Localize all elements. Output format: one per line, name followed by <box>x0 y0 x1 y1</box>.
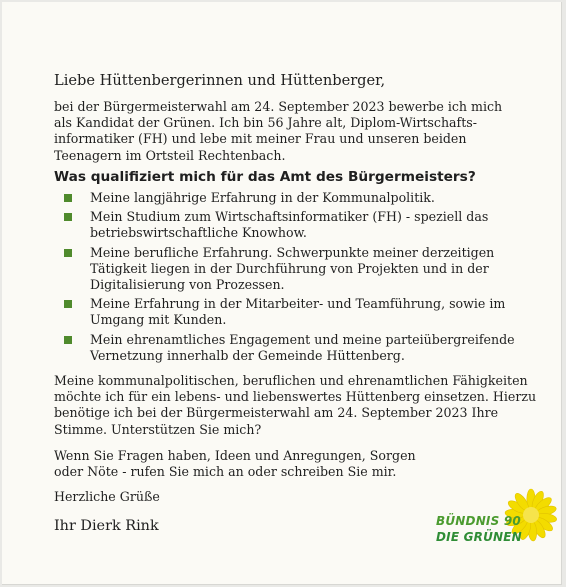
list-item-line: Digitalisierung von Prozessen. <box>90 277 285 293</box>
bullet-square-icon <box>64 300 72 308</box>
list-item <box>64 332 534 364</box>
bullet-square-icon <box>64 194 72 202</box>
closing-line: benötige ich bei der Bürgermeisterwahl am 24. September 2023 Ihre <box>54 405 499 421</box>
closing-paragraph <box>54 373 554 438</box>
letter-greeting: Liebe Hüttenbergerinnen und Hüttenberger, <box>54 72 386 89</box>
contact-paragraph <box>54 448 554 480</box>
closing-line: Stimme. Unterstützen Sie mich? <box>54 421 262 437</box>
intro-line: Teenagern im Ortsteil Rechtenbach. <box>54 147 286 163</box>
list-item <box>64 296 534 328</box>
party-logo <box>436 486 554 556</box>
list-item-line: betriebswirtschaftliche Knowhow. <box>90 225 307 241</box>
list-item-line: Mein ehrenamtliches Engagement und meine parteiübergreifende <box>90 331 515 347</box>
list-item <box>64 190 534 206</box>
qualification-heading: Was qualifiziert mich für das Amt des Bürgermeisters? <box>54 169 476 185</box>
signature-text: Ihr Dierk Rink <box>54 518 159 534</box>
letter-page <box>2 2 562 585</box>
qualification-list <box>64 190 534 367</box>
contact-line: Wenn Sie Fragen haben, Ideen und Anregungen, Sorgen <box>54 448 416 463</box>
intro-line: als Kandidat der Grünen. Ich bin 56 Jahre alt, Diplom-Wirtschafts- <box>54 115 477 131</box>
logo-text-buendnis: BÜNDNIS 90 <box>436 514 521 528</box>
list-item-line: Meine langjährige Erfahrung in der Kommunalpolitik. <box>90 190 435 205</box>
list-item <box>64 245 534 294</box>
list-item-line: Meine berufliche Erfahrung. Schwerpunkte meiner derzeitigen <box>90 244 495 260</box>
list-item-line: Vernetzung innerhalb der Gemeinde Hüttenberg. <box>90 347 405 363</box>
list-item-line: Umgang mit Kunden. <box>90 312 227 328</box>
list-item-line: Meine Erfahrung in der Mitarbeiter- und Teamführung, sowie im <box>90 296 506 312</box>
bullet-square-icon <box>64 336 72 344</box>
list-item-line: Mein Studium zum Wirtschaftsinformatiker (FH) - speziell das <box>90 209 489 225</box>
bullet-square-icon <box>64 249 72 257</box>
intro-line: bei der Bürgermeisterwahl am 24. September 2023 bewerbe ich mich <box>54 99 503 114</box>
bullet-square-icon <box>64 213 72 221</box>
closing-line: Meine kommunalpolitischen, beruflichen und ehrenamtlichen Fähigkeiten <box>54 373 528 388</box>
logo-text-gruenen: DIE GRÜNEN <box>436 530 522 544</box>
intro-line: informatiker (FH) und lebe mit meiner Frau und unseren beiden <box>54 131 467 147</box>
list-item <box>64 209 534 241</box>
regards-text: Herzliche Grüße <box>54 489 160 504</box>
intro-paragraph <box>54 99 554 164</box>
list-item-line: Tätigkeit liegen in der Durchführung von Projekten und in der <box>90 260 489 276</box>
closing-line: möchte ich für ein lebens- und liebenswertes Hüttenberg einsetzen. Hierzu <box>54 389 537 405</box>
contact-line: oder Nöte - rufen Sie mich an oder schreiben Sie mir. <box>54 464 397 480</box>
